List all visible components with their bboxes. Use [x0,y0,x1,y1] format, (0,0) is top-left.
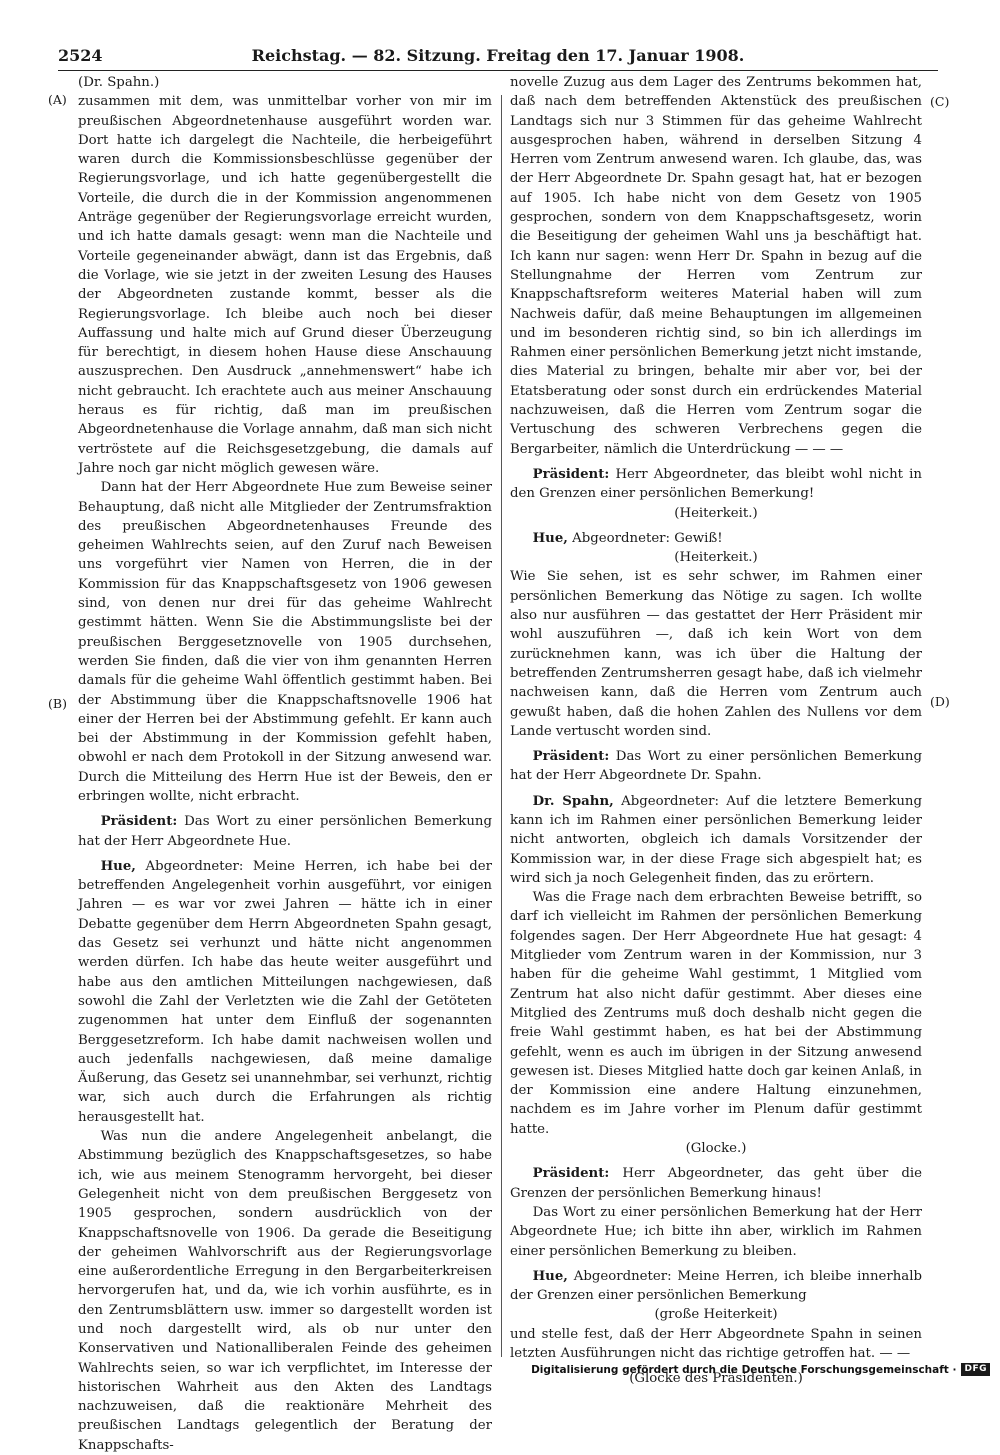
digitization-credit [531,1363,990,1376]
speaker-name: Hue, [532,530,568,546]
speech-text: Herr Abgeordneter, das bleibt wohl nicht in den Grenzen einer persönlichen Bemerkung! [510,466,922,502]
margin-label-b: (B) [48,696,67,711]
speech-text: Abgeordneter: Gewiß! [572,530,723,546]
speech-text: Das Wort zu einer persönlichen Bemerkung hat der Herr Abgeordnete Dr. Spahn. [510,749,922,784]
hue-remark [510,1267,922,1306]
right-column [510,73,922,1389]
speech-text: Abgeordneter: Meine Herren, ich habe bei der betreffenden Angelegenheit vorhin ausgeführt, vor einigen Jahren — es war vor zwei Jahren — hätte ich in einer Debatte gegenüber dem Herrn Abgeordneten Spahn gesagt, das Gesetz sei verhunzt und hätte nicht angenommen werden dürfen. Ich habe das heute weiter ausgeführt und habe aus den amtlichen Mitteilungen nachgewiesen, daß sowohl die Zahl der Verletzten wie die Zahl der Getöteten zugenommen hat unter dem Einfluß der sogenannten Berggesetzreform. Ich habe damit nachweisen wollen und auch jedenfalls nachgewiesen, daß meine damalige Äußerung, das Gesetz sei unannehmbar, sei verhunzt, richtig war, sich auch durch die Erfahrungen als richtig herausgestellt hat. [78,858,492,1125]
page-number: 2524 [58,46,103,65]
speaker-name: Präsident: [532,466,610,482]
speaker-name: Dr. Spahn, [532,793,614,809]
margin-label-a: (A) [48,92,67,107]
speaker-name: Hue, [532,1268,568,1284]
paragraph: Wie Sie sehen, ist es sehr schwer, im Rahmen einer persönlichen Bemerkung das Nötige zu sagen. Ich wollte also nur ausführen — das gestattet der Herr Präsident mir wohl auszuführen —, daß ich kein Wort von dem zurücknehmen kann, was ich über die Haltung der betreffenden Zentrumsherren gesagt habe, daß ich vielmehr nachweisen kann, daß die Herren vom Zentrum auch gewußt haben, daß die hohen Zahlen des Nullens vor dem Lande vertuscht worden sind. [510,569,922,739]
paragraph: Das Wort zu einer persönlichen Bemerkung hat der Herr Abgeordnete Hue; ich bitte ihn aber, wirklich im Rahmen einer persönlichen Bemerkung zu bleiben. [510,1204,922,1259]
speaker-name: Präsident: [532,749,610,765]
hue-remark [510,529,922,548]
paragraph: Was nun die andere Angelegenheit anbelangt, die Abstimmung bezüglich des Knappschaftsgesetzes, so habe ich, wie aus meinem Stenogramm hervorgeht, bei dieser Gelegenheit nicht von dem preußischen Berggesetz von 1905 gesprochen, sondern ausdrücklich von der Knappschaftsnovelle von 1906. Da gerade die Beseitigung der geheimen Wahlvorschrift aus der Regierungsvorlage eine außerordentliche Erregung in den Bergarbeiterkreisen hervorgerufen hat, und da, wie ich vorhin ausführte, es in den Zentrumsblättern usw. immer so dargestellt worden ist und noch dargestellt wird, als ob nur unter den Konservativen und Nationalliberalen Feinde des geheimen Wahlrechts seien, so war ich verpflichtet, im Interesse der historischen Wahrheit aus den Akten des Landtags nachzuweisen, daß die reaktionäre Mehrheit des preußischen Landtags gelegentlich der Beratung der Knappschafts- [78,1129,492,1453]
president-remark [510,1164,922,1203]
dfg-logo: DFG [961,1363,990,1376]
paragraph: Dann hat der Herr Abgeordnete Hue zum Beweise seiner Behauptung, daß nicht alle Mitglieder der Zentrumsfraktion des preußischen Abgeordnetenhauses Freunde des geheimen Wahlrechts seien, auf den Zuruf nach Beweisen uns vorgeführt vier Namen von Herren, die in der Kommission für das Knappschaftsgesetz von 1906 gewesen sind, von denen nur drei für das geheime Wahlrecht gestimmt hätten. Wenn Sie die Abstimmungsliste bei der preußischen Berggesetznovelle von 1905 durchsehen, werden Sie finden, daß die vier von ihm genannten Herren damals für die geheime Wahl öffentlich gestimmt haben. Bei der Abstimmung über die Knappschaftsnovelle 1906 hat einer der Herren bei der Abstimmung gefehlt. Er kann auch bei der Abstimmung in der Kommission gefehlt haben, obwohl er nach dem Protokoll in der Sitzung anwesend war. Durch die Mitteilung des Herrn Hue ist der Beweis, den er erbringen wollte, nicht erbracht. [78,480,492,804]
paragraph: zusammen mit dem, was unmittelbar vorher von mir im preußischen Abgeordnetenhause ausgeführt worden war. Dort hatte ich dargelegt die Nachteile, die herbeigeführt waren durch die Kommissionsbeschlüsse gegenüber der Regierungsvorlage, und ich hatte gegenübergestellt die Vorteile, die durch die in der Kommission angenommenen Anträge gegenüber der Regierungsvorlage erreicht wurden, und ich hatte damals gesagt: wenn man die Nachteile und Vorteile gegeneinander abwägt, dann ist das Ergebnis, daß die Vorlage, wie sie jetzt in der zweiten Lesung des Hauses der Abgeordneten zustande kommt, besser als die Regierungsvorlage. Ich bleibe auch noch bei dieser Auffassung und halte mich auf Grund dieser Überzeugung für berechtigt, in diesem hohen Hause diese Anschauung auszusprechen. Den Ausdruck „annehmenswert“ habe ich nicht gebraucht. Ich erachtete auch aus meiner Anschauung heraus es für richtig, daß man im preußischen Abgeordnetenhause die Vorlage annahm, daß man sich nicht vertröstete auf die Reichsgesetzgebung, die damals auf Jahre noch gar nicht möglich gewesen wäre. [78,94,492,476]
paragraph: und stelle fest, daß der Herr Abgeordnete Spahn in seinen letzten Ausführungen nicht das richtige getroffen hat. — — [510,1326,922,1361]
column-divider [501,95,502,1357]
speaker-name: Präsident: [532,1166,610,1182]
speech-text: Herr Abgeordneter, das geht über die Grenzen der persönlichen Bemerkung hinaus! [510,1166,923,1201]
speech-text: Abgeordneter: Auf die letztere Bemerkung kann ich im Rahmen einer persönlichen Bemerkung leider nicht antworten, obgleich ich damals Vorsitzender der Kommission war, in der diese Frage sich abgespielt hat; es wird sich ja noch Gelegenheit finden, das zu erörtern. [510,793,923,886]
president-remark [78,812,492,851]
margin-label-c: (C) [930,94,950,109]
left-column [78,73,492,1455]
speech-text: Abgeordneter: Meine Herren, ich bleibe innerhalb der Grenzen einer persönlichen Bemerkung [510,1268,922,1304]
president-remark [510,747,922,786]
page-title: Reichstag. — 82. Sitzung. Freitag den 17. Januar 1908. [251,46,745,65]
interjection: (Glocke des Präsidenten.) [629,1371,803,1387]
speaker-name: Hue, [100,858,136,874]
speaker-name: Präsident: [100,814,178,830]
paragraph: novelle Zuzug aus dem Lager des Zentrums bekommen hat, daß nach dem betreffenden Aktenstück des preußischen Landtags sich nur 3 Stimmen für das geheime Wahlrecht ausgesprochen haben, während in derselben Sitzung 4 Herren vom Zentrum anwesend waren. Ich glaube, das, was der Herr Abgeordnete Dr. Spahn gesagt hat, hat er bezogen auf 1905. Ich habe nicht von dem Gesetz von 1905 gesprochen, sondern von dem Knappschaftsgesetz, worin die Beseitigung der geheimen Wahl uns ja beschäftigt hat. Ich kann nur sagen: wenn Herr Dr. Spahn in bezug auf die Stellungnahme der Herren vom Zentrum zur Knappschaftsreform weiteres Material haben will zum Nachweis dafür, daß meine Behauptungen im allgemeinen und im besonderen richtig sind, so bin ich allerdings im Rahmen einer persönlichen Bemerkung jetzt nicht imstande, dies Material zu bringen, behalte mir aber vor, bei der Etatsberatung oder sonst durch ein erdrückendes Material nachzuweisen, daß die Herren vom Zentrum sogar die Vertuschung des schweren Verbrechens gegen die Bergarbeiter, nämlich die Unterdrückung — — — [510,75,922,457]
margin-label-d: (D) [930,694,950,709]
page-header [58,44,938,71]
speaker-continuation: (Dr. Spahn.) [78,75,160,90]
speech-text: Das Wort zu einer persönlichen Bemerkung hat der Herr Abgeordnete Hue. [78,814,492,849]
interjection: (Glocke.) [685,1141,747,1157]
president-remark [510,465,922,504]
credit-text: Digitalisierung gefördert durch die Deutsche Forschungsgemeinschaft · [531,1363,957,1376]
spahn-remark [510,792,922,888]
interjection: (Heiterkeit.) [674,505,758,521]
hue-remark [78,857,492,1127]
interjection: (große Heiterkeit) [654,1307,778,1323]
paragraph: Was die Frage nach dem erbrachten Beweise betrifft, so darf ich vielleicht im Rahmen der persönlichen Bemerkung folgendes sagen. Der Herr Abgeordnete Hue hat gesagt: 4 Mitglieder vom Zentrum waren in der Kommission, nur 3 haben für die geheime Wahl gestimmt, 1 Mitglied vom Zentrum hat also nicht dafür gestimmt. Aber dieses eine Mitglied des Zentrums muß doch deshalb nicht gegen die freie Wahl gestimmt haben, es hat bei der Abstimmung gefehlt, wenn es auch im übrigen in der Sitzung anwesend gewesen ist. Dieses Mitglied hatte doch gar keinen Anlaß, in der Kommission eine andere Haltung einzunehmen, nachdem es im Jahre vorher im Plenum dafür gestimmt hatte. [510,890,922,1137]
interjection: (Heiterkeit.) [674,550,758,566]
